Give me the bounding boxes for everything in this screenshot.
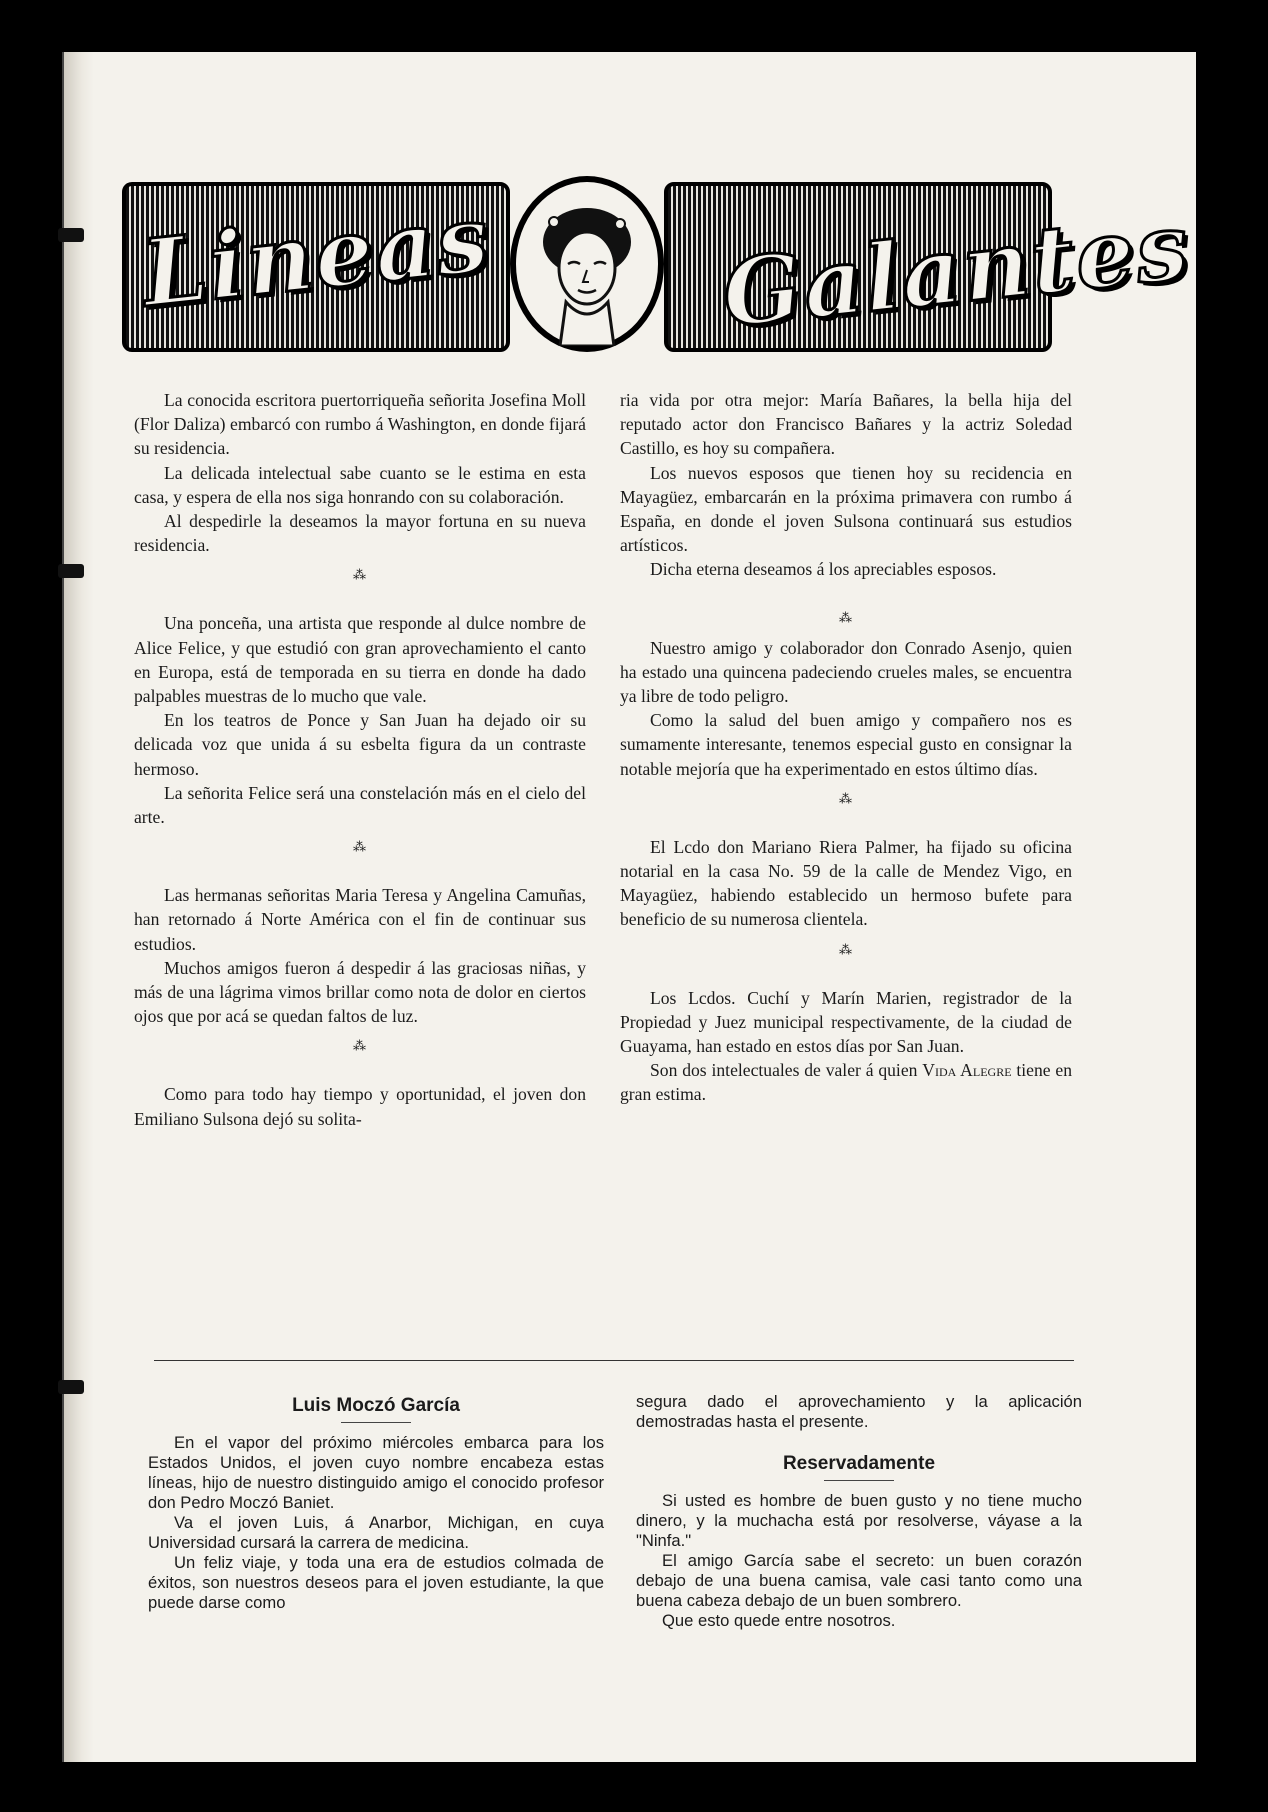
paragraph: Si usted es hombre de buen gusto y no tiene mucho dinero, y la muchacha está por resolverse, váyase a la "Ninfa."	[636, 1491, 1082, 1550]
banner-title-right: Galantes	[717, 191, 1195, 349]
paragraph: Como la salud del buen amigo y compañero nos es sumamente interesante, tenemos especial gusto en consignar la notable mejoría que ha experimentado en estos último días.	[620, 710, 1072, 779]
paragraph: En el vapor del próximo miércoles embarca para los Estados Unidos, el joven cuyo nombre encabeza estas líneas, hijo de nuestro distinguido amigo el conocido profesor don Pedro Moczó Baniet.	[148, 1433, 604, 1512]
paragraph: La delicada intelectual sabe cuanto se le estima en esta casa, y espera de ella nos siga honrando con su colaboración.	[134, 462, 586, 507]
paragraph: ria vida por otra mejor: María Bañares, la bella hija del reputado actor don Francisco Bañares y la actriz Soledad Castillo, es hoy su compañera.	[620, 390, 1072, 459]
article-column-left	[134, 388, 586, 1131]
heading-rule	[341, 1422, 411, 1423]
paragraph: Va el joven Luis, á Anarbor, Michigan, en cuya Universidad cursará la carrera de medicina.	[148, 1513, 604, 1552]
banner-title-left: Lineas	[137, 184, 496, 328]
paragraph: segura dado el aprovechamiento y la aplicación demostradas hasta el presente.	[636, 1392, 1082, 1431]
paragraph: Los nuevos esposos que tienen hoy su recidencia en Mayagüez, embarcarán en la próxima primavera con rumbo á España, en donde el joven Sulsona continuará sus estudios artísticos.	[620, 462, 1072, 556]
article-heading: Luis Moczó García	[292, 1395, 460, 1416]
magazine-name: Vida Alegre	[922, 1060, 1012, 1081]
paragraph: Los Lcdos. Cuchí y Marín Marien, registrador de la Propiedad y Juez municipal respectivamente, de la ciudad de Guayama, han estado en estos días por San Juan.	[620, 987, 1072, 1057]
paragraph: Dicha eterna deseamos á los apreciables esposos.	[650, 559, 997, 580]
paragraph: Un feliz viaje, y toda una era de estudios colmada de éxitos, son nuestros deseos para el joven estudiante, la que puede darse como	[148, 1553, 604, 1612]
paragraph: La señorita Felice será una constelación más en el cielo del arte.	[134, 782, 586, 828]
page-binding	[62, 52, 94, 1762]
paragraph: Muchos amigos fueron á despedir á las graciosas niñas, y más de una lágrima vimos brillar como nota de dolor en ciertos ojos que por acá se quedan faltos de luz.	[134, 957, 586, 1027]
paragraph: Son dos intelectuales de valer á quien Vida Alegre tiene en gran estima.	[620, 1060, 1072, 1105]
asterism-separator: ⁂	[353, 567, 367, 583]
heading-rule	[824, 1480, 894, 1481]
paragraph: Las hermanas señoritas Maria Teresa y Angelina Camuñas, han retornado á Norte América con el fin de continuar sus estudios.	[134, 885, 586, 954]
paragraph: En los teatros de Ponce y San Juan ha dejado oir su delicada voz que unida á su esbelta figura da un contraste hermoso.	[134, 710, 586, 779]
asterism-separator: ⁂	[353, 1038, 367, 1054]
section-banner	[122, 176, 1195, 352]
paragraph: Nuestro amigo y colaborador don Conrado Asenjo, quien ha estado una quincena padeciendo crueles males, se encuentra ya libre de todo peligro.	[620, 637, 1072, 707]
paragraph: Que esto quede entre nosotros.	[662, 1611, 896, 1630]
asterism-separator: ⁂	[839, 790, 853, 806]
paragraph: Una ponceña, una artista que responde al dulce nombre de Alice Felice, y que estudió con gran aprovechamiento el canto en Europa, está de temporada en su tierra en donde ha dado palpables muestras de lo mucho que vale.	[134, 613, 586, 707]
article-heading: Reservadamente	[782, 1453, 936, 1474]
bottom-column-right	[636, 1392, 1082, 1631]
paragraph: Al despedirle la deseamos la mayor fortuna en su nueva residencia.	[134, 511, 586, 556]
article-column-right	[620, 388, 1072, 1107]
asterism-separator: ⁂	[839, 609, 853, 625]
binding-clip	[58, 1380, 84, 1394]
cameo-portrait	[510, 176, 664, 352]
asterism-separator: ⁂	[839, 941, 853, 957]
paragraph: Como para todo hay tiempo y oportunidad, el joven don Emiliano Sulsona dejó su solita-	[134, 1084, 586, 1129]
binding-clip	[58, 228, 84, 242]
asterism-separator: ⁂	[353, 839, 367, 855]
paragraph: El amigo García sabe el secreto: un buen corazón debajo de una buena camisa, vale casi tanto como una buena cabeza debajo de un buen sombrero.	[636, 1551, 1082, 1610]
paragraph: El Lcdo don Mariano Riera Palmer, ha fijado su oficina notarial en la casa No. 59 de la calle de Mendez Vigo, en Mayagüez, habiendo establecido un hermoso bufete para beneficio de su numerosa clientela.	[620, 836, 1072, 930]
bottom-column-left	[148, 1392, 604, 1613]
section-divider	[154, 1360, 1074, 1361]
binding-clip	[58, 564, 84, 578]
paragraph: La conocida escritora puertorriqueña señorita Josefina Moll (Flor Daliza) embarcó con rumbo á Washington, en donde fijará su residencia.	[134, 390, 586, 459]
woman-portrait-icon	[516, 182, 658, 346]
